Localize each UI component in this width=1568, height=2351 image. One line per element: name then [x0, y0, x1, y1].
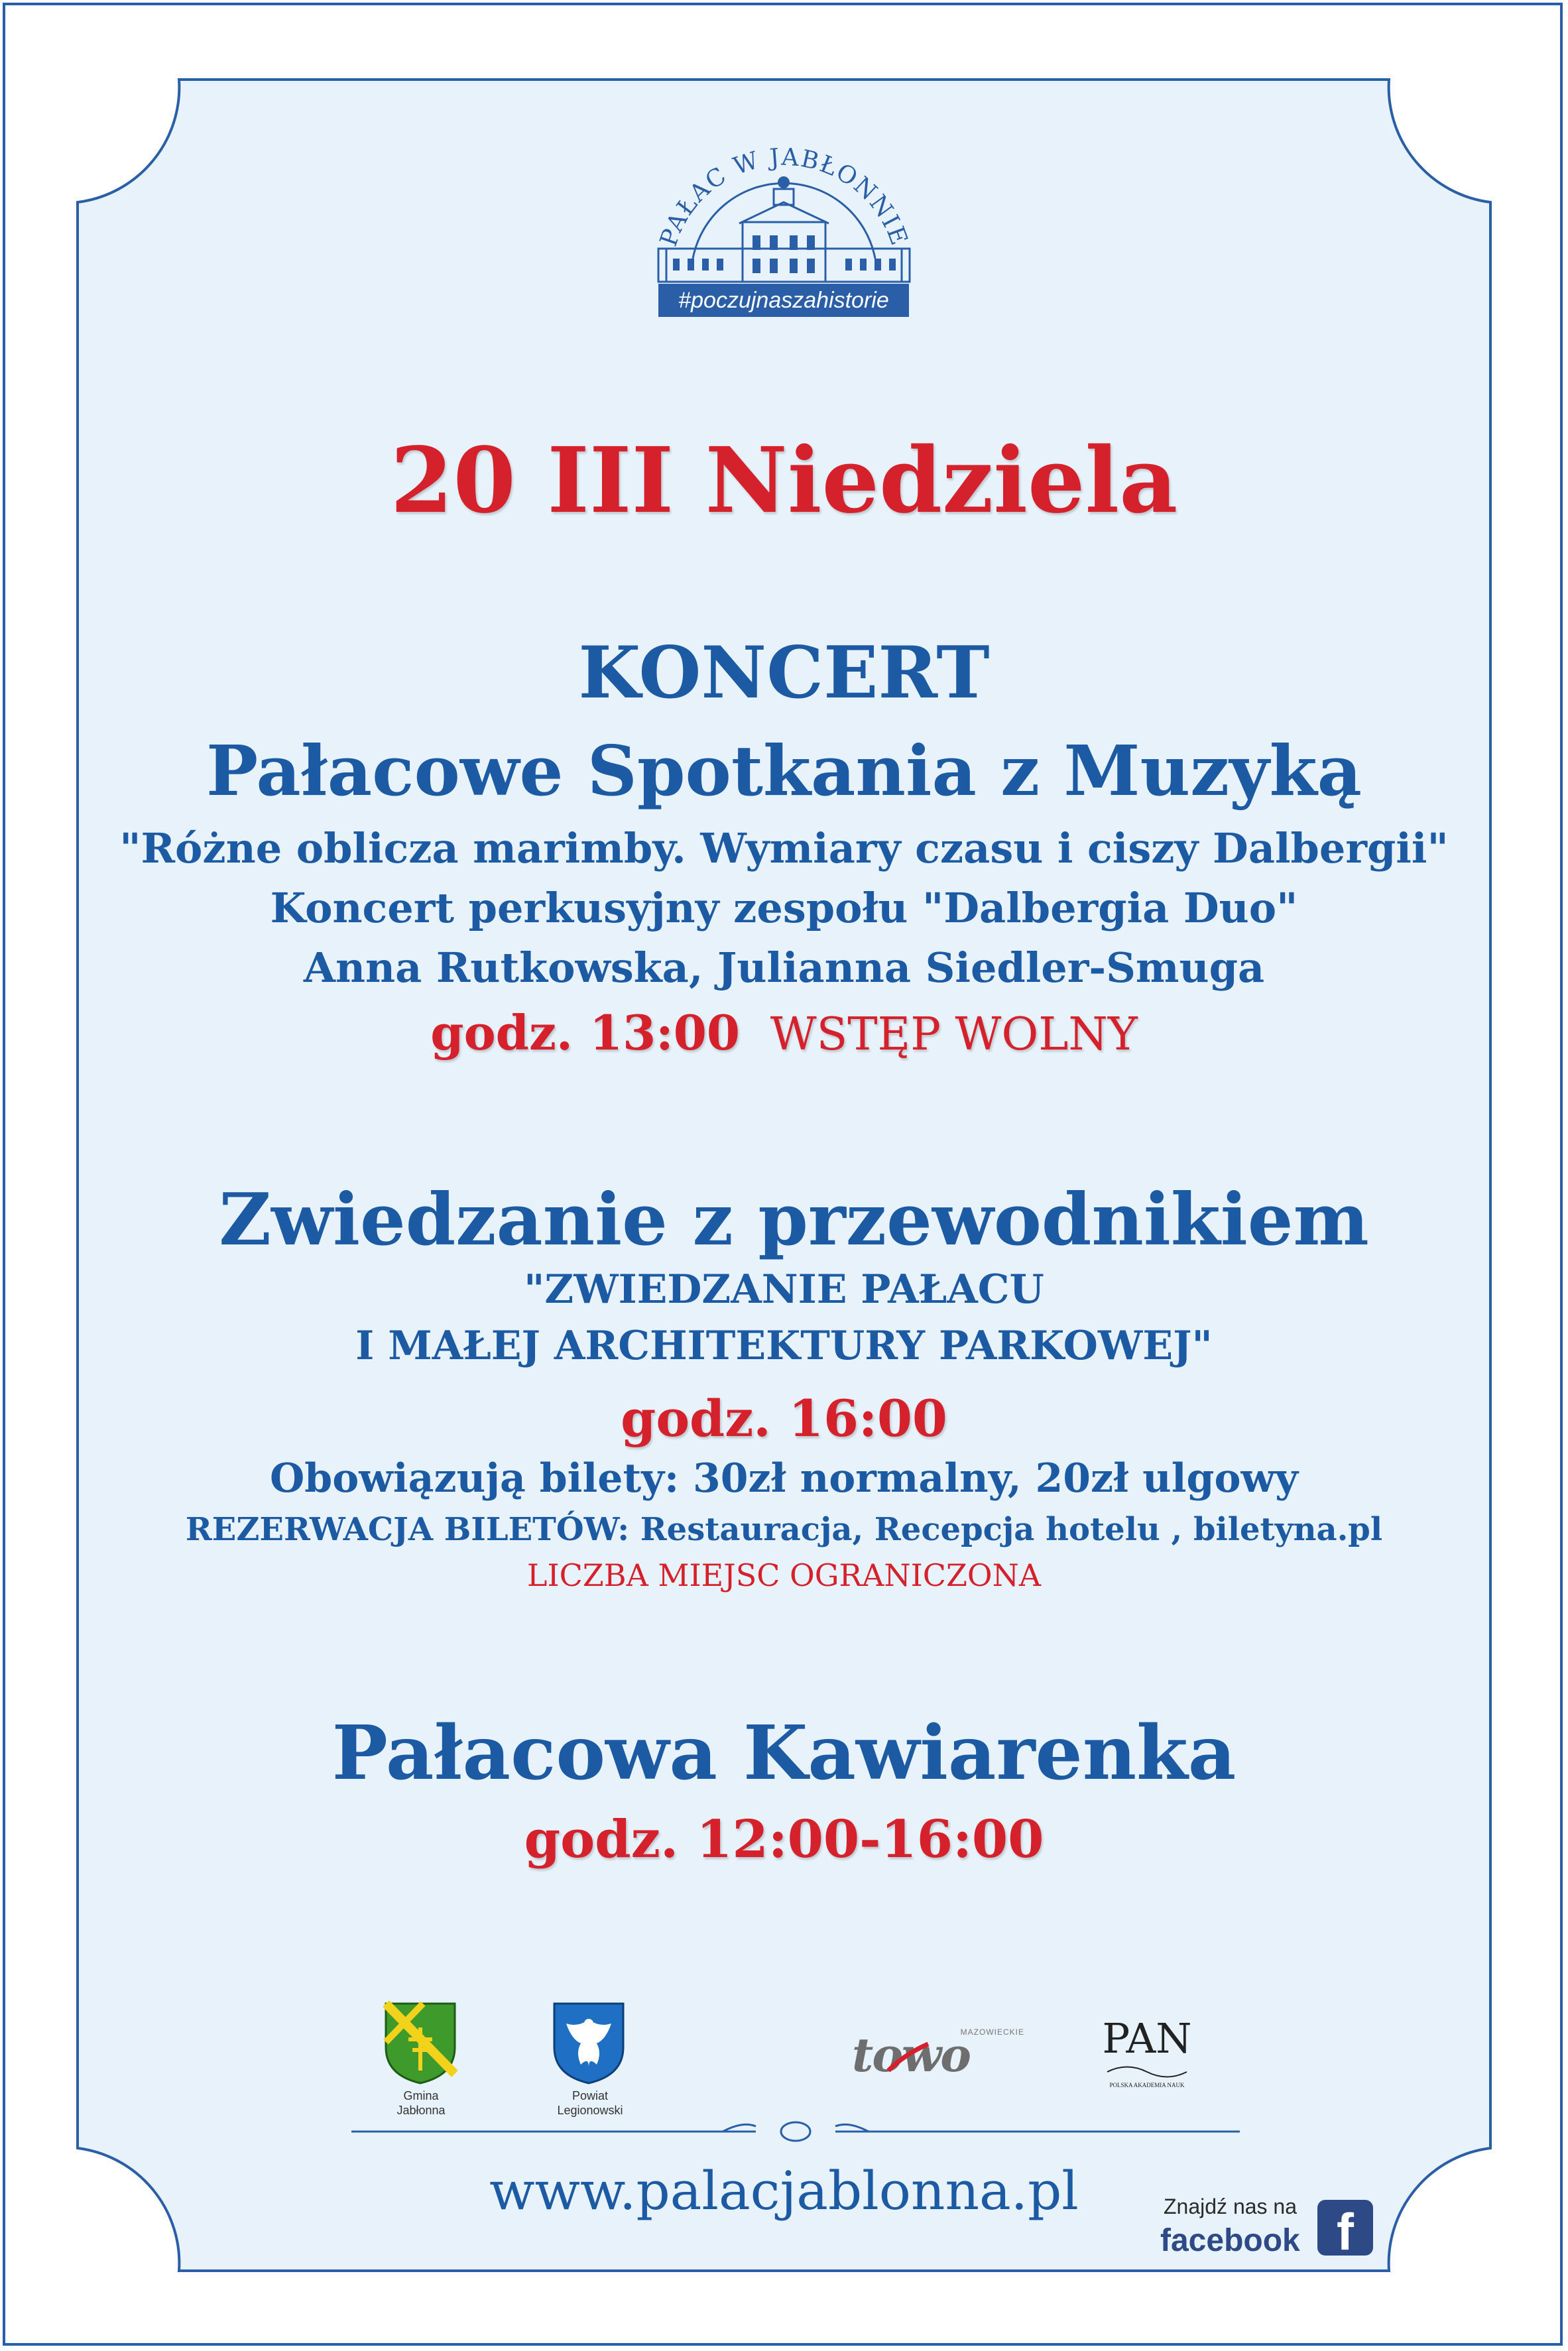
towo-swoosh-icon: [885, 2041, 932, 2074]
website-link[interactable]: www.palacjablonna.pl: [489, 2160, 1079, 2222]
gmina-caption: [371, 2088, 471, 2118]
pan-logo: PAN: [1102, 2014, 1192, 2063]
divider-ornament: [351, 2118, 1240, 2145]
cafe-title: Pałacowa Kawiarenka: [332, 1710, 1236, 1797]
towo-logo: towo: [852, 2027, 970, 2082]
concert-description: Koncert perkusyjny zespołu "Dalbergia Duo": [270, 884, 1298, 932]
date-heading: 20 III Niedziela: [390, 428, 1178, 534]
tour-reservation: [0, 1508, 1568, 1551]
powiat-legionowski-crest: [552, 2001, 626, 2086]
facebook-icon[interactable]: f: [1317, 2200, 1373, 2256]
facebook-find-text: Znajdź nas na: [1164, 2195, 1297, 2218]
cafe-time: godz. 12:00-16:00: [524, 1809, 1044, 1870]
powiat-caption-line2: Legionowski: [557, 2104, 623, 2117]
powiat-caption: [537, 2088, 643, 2118]
concert-subtitle: "Różne oblicza marimby. Wymiary czasu i ciszy Dalbergii": [119, 824, 1449, 873]
tour-time: godz. 16:00: [621, 1389, 947, 1448]
concert-time: godz. 13:00: [430, 1004, 740, 1061]
svg-text:PAŁAC W JABŁONNIE: PAŁAC W JABŁONNIE: [655, 143, 913, 250]
concert-performers: Anna Rutkowska, Julianna Siedler-Smuga: [303, 943, 1265, 992]
pan-ornament-icon: [1104, 2062, 1190, 2082]
tour-subtitle-line1: "ZWIEDZANIE PAŁACU: [524, 1266, 1044, 1313]
tour-tickets: Obowiązują bilety: 30zł normalny, 20zł ulgowy: [270, 1455, 1298, 1502]
concert-entry: WSTĘP WOLNY: [770, 1008, 1138, 1061]
tour-title: Zwiedzanie z przewodnikiem: [219, 1178, 1369, 1262]
reservation-places: Restauracja, Recepcja hotelu , biletyna.pl: [640, 1511, 1383, 1548]
tour-limited: LICZBA MIEJSC OGRANICZONA: [526, 1557, 1042, 1593]
concert-time-row: [0, 1001, 1568, 1067]
reservation-label: REZERWACJA BILETÓW:: [185, 1511, 630, 1548]
tour-subtitle-line2: I MAŁEJ ARCHITEKTURY PARKOWEJ": [355, 1323, 1213, 1369]
concert-title: Pałacowe Spotkania z Muzyką: [206, 730, 1362, 812]
concert-label: KONCERT: [578, 631, 990, 715]
towo-region: MAZOWIECKIE: [960, 2027, 1024, 2037]
hashtag-banner: #poczujnaszahistorie: [658, 284, 909, 317]
facebook-brand-text[interactable]: facebook: [1160, 2223, 1300, 2258]
gmina-caption-line1: Gmina: [403, 2089, 439, 2102]
pan-fullname: POLSKA AKADEMIA NAUK: [1109, 2082, 1185, 2088]
gmina-caption-line2: Jabłonna: [396, 2104, 446, 2117]
gmina-jablonna-crest: [383, 2001, 457, 2086]
powiat-caption-line1: Powiat: [572, 2089, 609, 2102]
